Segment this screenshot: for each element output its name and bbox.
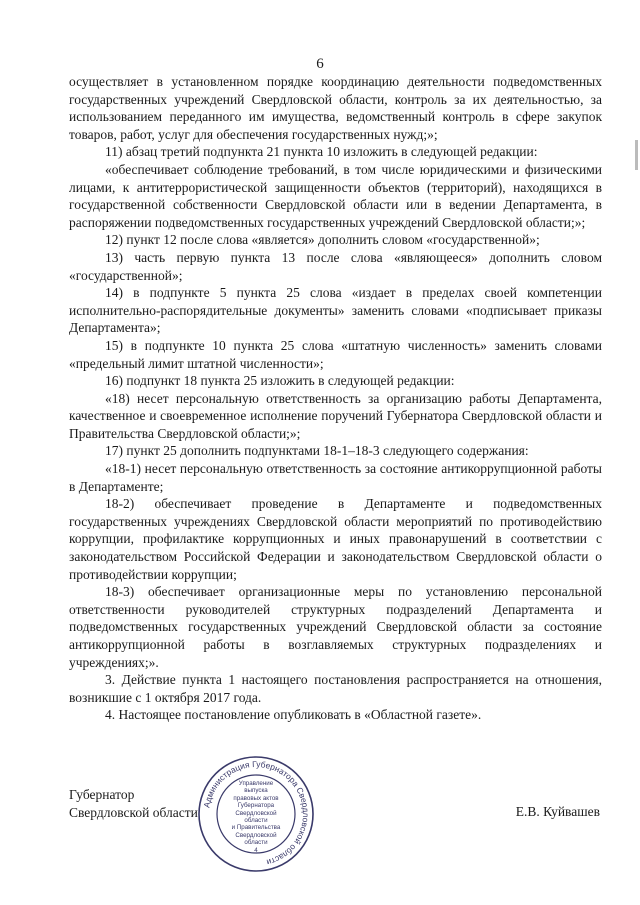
stamp-center-text: [224, 780, 288, 854]
paragraph-item-16: 16) подпункт 18 пункта 25 изложить в следующей редакции:: [105, 373, 455, 389]
margin-mark: [635, 140, 638, 170]
paragraph-subitem-18-3: 18-3) обеспечивает организационные меры по установлению персональной ответственности руководителей структурных подразделений Департамента и подведомственных государственных учреждений Свердловской области за состояние антикоррупционной работы в возглавляемых структурных подразделениях и учреждениях;».: [69, 584, 602, 670]
document-body: [69, 73, 602, 724]
stamp-line-8: области: [244, 839, 268, 847]
signature-title-line1: Губернатор: [69, 787, 135, 802]
stamp-line-3: правовых актов: [233, 794, 279, 802]
paragraph-item-14: 14) в подпункте 5 пункта 25 слова «издает в пределах своей компетенции исполнительно-распорядительные документы» заменить словами «подписывает приказы Департамента»;: [69, 285, 602, 336]
stamp-ring-text: Администрация Губернатора Свердловской области: [201, 758, 312, 868]
paragraph-subitem-18-2: 18-2) обеспечивает проведение в Департаменте и подведомственных государственных учреждениях Свердловской области мероприятий по противодействию коррупции, профилактике коррупционных и иных правонарушений в соответствии с законодательством Российской Федерации и законодательством Свердловской области о противодействии коррупции;: [69, 496, 602, 582]
paragraph-item-12: 12) пункт 12 после слова «является» дополнить словом «государственной»;: [105, 232, 540, 248]
signature-title: [69, 786, 198, 821]
paragraph-item-13: 13) часть первую пункта 13 после слова «являющееся» дополнить словом «государственной»;: [69, 249, 602, 283]
official-stamp: [196, 754, 316, 874]
paragraph-subitem-18-1: «18-1) несет персональную ответственность за состояние антикоррупционной работы в Департаменте;: [69, 461, 602, 494]
stamp-line-7: Свердловской: [235, 831, 277, 839]
paragraph-quote-16: «18) несет персональную ответственность за организацию работы Департамента, качественное и своевременное исполнение поручений Губернатора Свердловской области и Правительства Свердловской области;»;: [69, 390, 602, 441]
paragraph-clause-4: 4. Настоящее постановление опубликовать в «Областной газете».: [105, 707, 482, 723]
stamp-line-2: выпуска: [244, 787, 268, 795]
paragraph-item-17: 17) пункт 25 дополнить подпунктами 18-1–18-3 следующего содержания:: [105, 443, 529, 459]
stamp-line-5: Свердловской области: [235, 809, 277, 825]
paragraph-quote-11: «обеспечивает соблюдение требований, в том числе юридическими и физическими лицами, к антитеррористической защищенности объектов (территорий), находящихся в государственной собственности Свердловской области или в ведении Департамента, в распоряжении подведомственных государственных учреждений Свердловской области;»;: [69, 161, 602, 230]
signature-title-line2: Свердловской области: [69, 804, 198, 820]
page-number: 6: [316, 56, 324, 72]
paragraph-clause-3: 3. Действие пункта 1 настоящего постановления распространяется на отношения, возникшие с 1 октября 2017 года.: [69, 672, 602, 705]
stamp-line-1: Управление: [238, 780, 274, 787]
stamp-line-6: и Правительства: [231, 824, 281, 832]
signatory-name: Е.В. Куйвашев: [515, 804, 600, 819]
paragraph-item-15: 15) в подпункте 10 пункта 25 слова «штатную численность» заменить словами «предельный лимит штатной численности»;: [69, 337, 602, 371]
paragraph-1: осуществляет в установленном порядке координацию деятельности подведомственных государственных учреждений Свердловской области, контроль за их деятельностью, за использованием переданного им имущества, ведомственный контроль в сфере закупок товаров, работ, услуг для обеспечения государственных нужд;»;: [69, 74, 602, 142]
stamp-line-4: Губернатора: [237, 802, 275, 810]
stamp-line-9: 4: [254, 846, 258, 854]
paragraph-item-11: 11) абзац третий подпункта 21 пункта 10 изложить в следующей редакции:: [105, 144, 538, 160]
